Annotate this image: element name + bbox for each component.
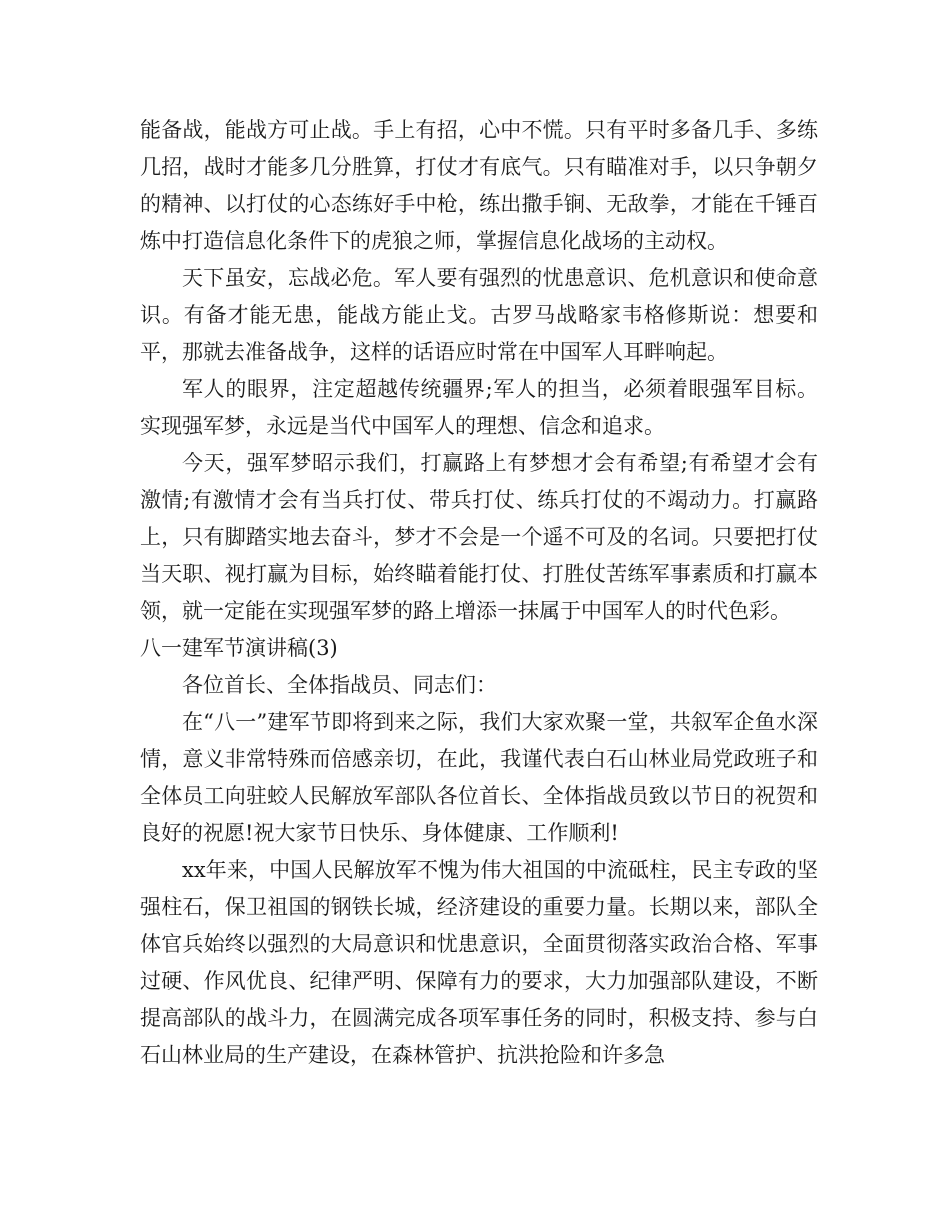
paragraph: 今天，强军梦昭示我们，打赢路上有梦想才会有希望;有希望才会有激情;有激情才会有当兵打仗、带兵打仗、练兵打仗的不竭动力。打赢路上，只有脚踏实地去奋斗，梦才不会是一个遥不可及的名词。只要把打仗当天职、视打赢为目标，始终瞄着能打仗、打胜仗苦练军事素质和打赢本领，就一定能在实现强军梦的路上增添一抹属于中国军人的时代色彩。: [140, 451, 818, 623]
paragraph: 天下虽安，忘战必危。军人要有强烈的忧患意识、危机意识和使命意识。有备才能无患，能战方能止戈。古罗马战略家韦格修斯说：想要和平，那就去准备战争，这样的话语应时常在中国军人耳畔响起。: [140, 266, 818, 364]
paragraph: xx年来，中国人民解放军不愧为伟大祖国的中流砥柱，民主专政的坚强柱石，保卫祖国的钢铁长城，经济建设的重要力量。长期以来，部队全体官兵始终以强烈的大局意识和忧患意识，全面贯彻落实政治合格、军事过硬、作风优良、纪律严明、保障有力的要求，大力加强部队建设，不断提高部队的战斗力，在圆满完成各项军事任务的同时，积极支持、参与白石山林业局的生产建设，在森林管护、抗洪抢险和许多急: [140, 858, 818, 1067]
paragraph: 能备战，能战方可止战。手上有招，心中不慌。只有平时多备几手、多练几招，战时才能多几分胜算，打仗才有底气。只有瞄准对手，以只争朝夕的精神、以打仗的心态练好手中枪，练出撒手锏、无敌拳，才能在千锤百炼中打造信息化条件下的虎狼之师，掌握信息化战场的主动权。: [140, 118, 818, 253]
paragraph: 在“八一”建军节即将到来之际，我们大家欢聚一堂，共叙军企鱼水深情，意义非常特殊而倍感亲切，在此，我谨代表白石山林业局党政班子和全体员工向驻蛟人民解放军部队各位首长、全体指战员致以节日的祝贺和良好的祝愿!祝大家节日快乐、身体健康、工作顺利!: [140, 710, 818, 845]
document-body: [140, 112, 818, 1074]
paragraph: 军人的眼界，注定超越传统疆界;军人的担当，必须着眼强军目标。实现强军梦，永远是当代中国军人的理想、信念和追求。: [140, 377, 818, 438]
speech-salutation: 各位首长、全体指战员、同志们：: [182, 673, 497, 697]
section-heading: 八一建军节演讲稿(3): [140, 636, 338, 660]
